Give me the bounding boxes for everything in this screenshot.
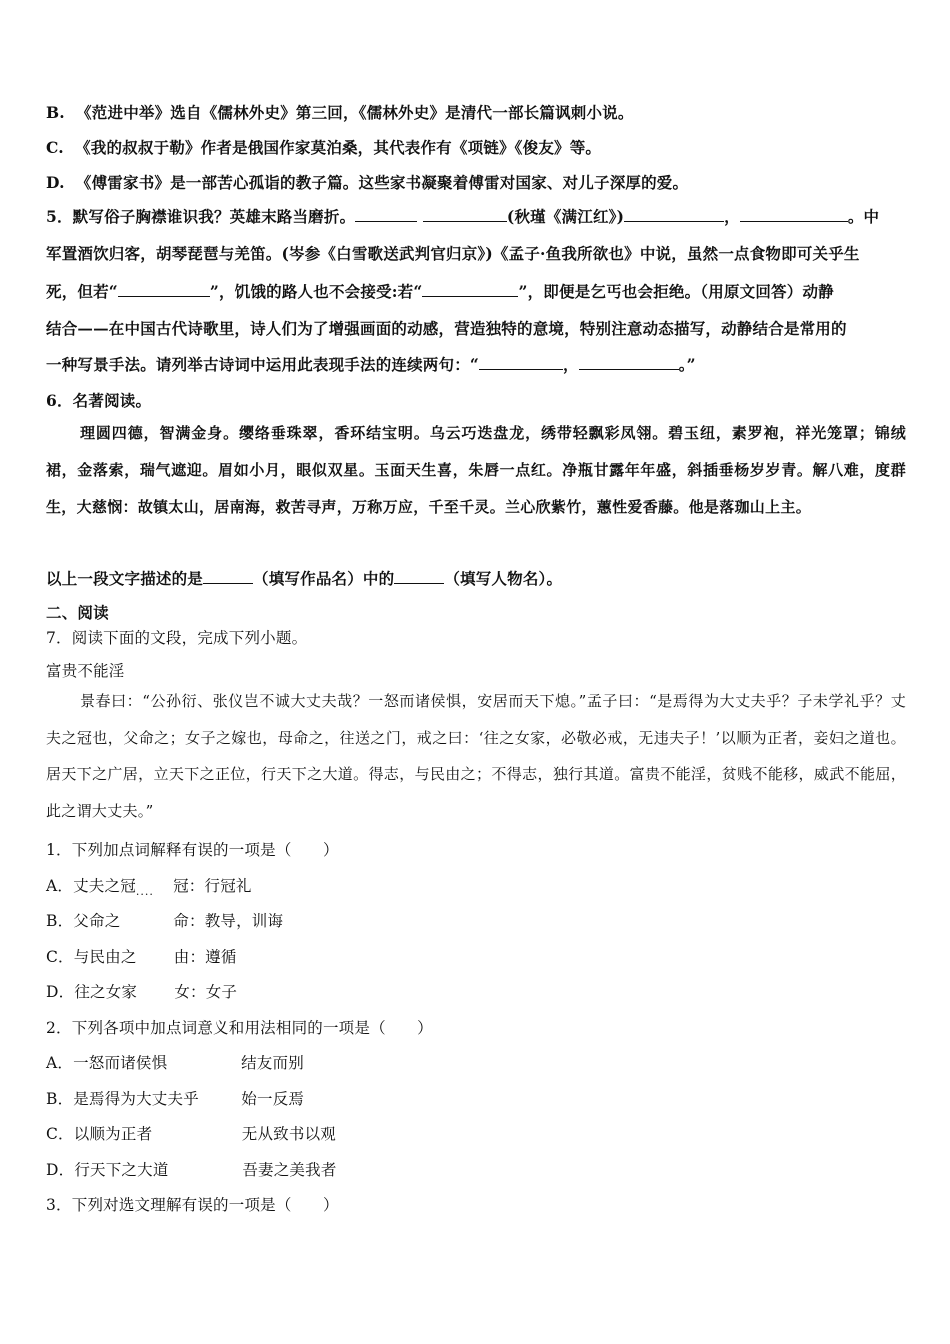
option-c: C. 《我的叔叔于勒》作者是俄国作家莫泊桑，其代表作有《项链》《俊友》等。	[46, 138, 602, 157]
q6-blank-work[interactable]	[203, 569, 253, 584]
q6-passage: 理圆四德，智满金身。缨络垂珠翠，香环结宝明。乌云巧迭盘龙，绣带轻飘彩凤翎。碧玉纽，素罗袍，祥光笼罩；锦绒裙，金落索，瑞气遮迎。眉如小月，眼似双星。玉面天生喜，朱唇一点红。净瓶甘露年年盛，斜插垂杨岁岁青。解八难，度群生，大慈悯：故镇太山，居南海，救苦寻声，万称万应，千至千灵。兰心欣紫竹，蕙性爱香藤。他是落珈山上主。	[46, 424, 906, 516]
sub1-option-d[interactable]: D．往之女家 女：女子	[46, 983, 238, 1001]
option-b-text: 《范进中举》选自《儒林外史》第三回，《儒林外史》是清代一部长篇讽刺小说。	[76, 103, 634, 122]
q7-intro: 7．阅读下面的文段，完成下列小题。	[46, 629, 308, 647]
q5-line4: 结合——在中国古代诗歌里，诗人们为了增强画面的动感，营造独特的意境，特别注意动态描写，动静结合是常用的	[46, 319, 847, 338]
q6-question: 以上一段文字描述的是 （填写作品名）中的 （填写人物名）。	[46, 569, 563, 588]
q5-blank-5[interactable]	[118, 282, 210, 297]
section-heading: 二、阅读	[46, 603, 109, 622]
option-b: B. 《范进中举》选自《儒林外史》第三回，《儒林外史》是清代一部长篇讽刺小说。	[46, 103, 634, 122]
sub2-option-a[interactable]: A．一怒而诸侯惧 结友而别	[46, 1054, 304, 1072]
q5-blank-1[interactable]	[355, 207, 417, 222]
q5-line1: 5．默写俗子胸襟谁识我？英雄末路当磨折。 (秋瑾《满江红》) ， 。中	[46, 207, 880, 226]
sub2-option-c[interactable]: C．以顺为正者 无从致书以观	[46, 1125, 336, 1143]
q5-line2: 军置酒饮归客，胡琴琵琶与羌笛。(岑参《白雪歌送武判官归京》)《孟子·鱼我所欲也》中说，虽然一点食物即可关乎生	[46, 244, 860, 263]
sub1-option-c[interactable]: C．与民由之 由：遵循	[46, 948, 237, 966]
q6-title: 6．名著阅读。	[46, 391, 152, 410]
q7-passage: 景春曰：“公孙衍、张仪岂不诚大丈夫哉？一怒而诸侯惧，安居而天下熄。”孟子曰：“是焉得为大丈夫乎？子未学礼乎？丈夫之冠也，父命之；女子之嫁也，母命之，往送之门，戒之曰：‘往之女家，必敬必戒，无违夫子！’以顺为正者，妾妇之道也。居天下之广居，立天下之正位，行天下之大道。得志，与民由之；不得志，独行其道。富贵不能淫，贫贱不能移，威武不能屈，此之谓大丈夫。”	[46, 692, 906, 820]
sub2-stem: 2．下列各项中加点词意义和用法相同的一项是（ ）	[46, 1019, 433, 1037]
sub2-option-b[interactable]: B．是焉得为大丈夫乎 始一反焉	[46, 1090, 305, 1108]
q6-blank-character[interactable]	[394, 569, 444, 584]
sub2-option-d[interactable]: D．行天下之大道 吾妻之美我者	[46, 1161, 337, 1179]
sub1-option-a[interactable]: A．丈夫之冠$_{....}$ 冠：行冠礼	[46, 874, 252, 896]
q5-blank-8[interactable]	[579, 355, 679, 370]
option-d: D. 《傅雷家书》是一部苦心孤诣的教子篇。这些家书凝聚着傅雷对国家、对儿子深厚的爱。	[46, 173, 689, 192]
q5-blank-2[interactable]	[423, 207, 507, 222]
q5-blank-7[interactable]	[479, 355, 563, 370]
emphasis-dots: ....	[135, 885, 154, 898]
q5-line3: 死，但若“ ”，饥饿的路人也不会接受:若“ ”，即便是乞丐也会拒绝。（用原文回答）动静	[46, 282, 834, 301]
sub1-option-b[interactable]: B．父命之 命：教导，训诲	[46, 912, 284, 930]
q5-blank-3[interactable]	[624, 207, 724, 222]
q5-blank-6[interactable]	[422, 282, 518, 297]
sub1-a-word: 丈夫之冠$_{....}$	[73, 877, 154, 898]
sub1-stem: 1．下列加点词解释有误的一项是（ ）	[46, 841, 339, 859]
q7-title: 富贵不能淫	[46, 662, 125, 680]
q5-line5: 一种写景手法。请列举古诗词中运用此表现手法的连续两句：“ ， 。”	[46, 355, 696, 374]
sub3-stem: 3．下列对选文理解有误的一项是（ ）	[46, 1196, 339, 1214]
q5-blank-4[interactable]	[740, 207, 848, 222]
option-d-text: 《傅雷家书》是一部苦心孤诣的教子篇。这些家书凝聚着傅雷对国家、对儿子深厚的爱。	[75, 173, 689, 192]
option-c-text: 《我的叔叔于勒》作者是俄国作家莫泊桑，其代表作有《项链》《俊友》等。	[75, 138, 602, 157]
